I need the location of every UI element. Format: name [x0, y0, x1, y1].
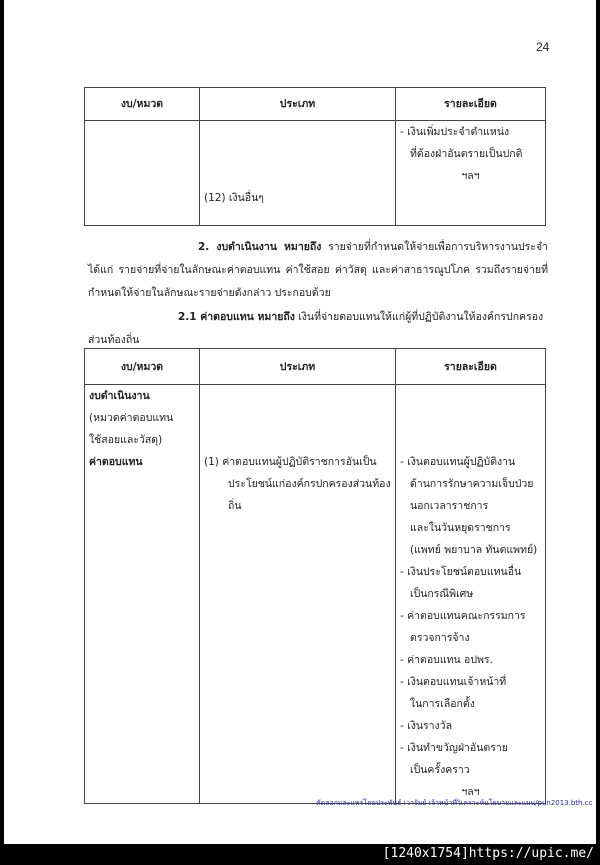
header-type: ประเภท	[200, 88, 396, 121]
category-cell	[85, 121, 200, 226]
detail-line: ในการเลือกตั้ง	[410, 698, 475, 710]
detail-line: เป็นกรณีพิเศษ	[410, 588, 474, 600]
type-line: (1) ค่าตอบแทนผู้ปฏิบัติราชการอันเป็น	[204, 456, 377, 468]
etc-label: ฯลฯ	[461, 170, 480, 182]
category-item: ค่าตอบแทน	[89, 456, 143, 468]
category-cell	[85, 385, 200, 804]
type-cell	[200, 385, 396, 804]
details-cell	[396, 385, 546, 804]
compensation-table	[84, 348, 546, 804]
detail-line: - เงินรางวัล	[400, 720, 453, 732]
header-details: รายละเอียด	[396, 88, 546, 121]
detail-line: - เงินตอบแทนเจ้าหน้าที่	[400, 676, 507, 688]
type-item: (12) เงินอื่นๆ	[204, 192, 264, 204]
document-page	[4, 0, 596, 844]
header-category: งบ/หมวด	[85, 349, 200, 385]
paragraph-operating-budget	[88, 236, 548, 305]
header-category: งบ/หมวด	[85, 88, 200, 121]
detail-line: นอกเวลาราชการ	[410, 500, 489, 512]
detail-line: และในวันหยุดราชการ	[410, 522, 511, 534]
detail-line: - ค่าตอบแทนคณะกรรมการ	[400, 610, 526, 622]
table-row	[85, 385, 546, 804]
header-type: ประเภท	[200, 349, 396, 385]
budget-table-continued	[84, 87, 546, 226]
detail-line: เป็นครั้งคราว	[410, 764, 470, 776]
paragraph-body: เงินที่จ่ายตอบแทนให้แก่ผู้ที่ปฏิบัติงานให้องค์กรปกครองส่วนท้องถิ่น	[88, 311, 544, 346]
detail-line: - เงินเพิ่มประจำตำแหน่ง	[400, 126, 510, 138]
etc-label: ฯลฯ	[461, 786, 480, 798]
paragraph-heading: 2. งบดำเนินงาน หมายถึง	[198, 241, 322, 253]
detail-line: ด้านการรักษาความเจ็บป่วย	[410, 478, 534, 490]
page-number: 24	[536, 40, 550, 54]
detail-line: - เงินตอบแทนผู้ปฏิบัติงาน	[400, 456, 516, 468]
detail-line: ตรวจการจ้าง	[410, 632, 470, 644]
category-subtitle: (หมวดค่าตอบแทน ใช้สอยและวัสดุ)	[89, 412, 174, 446]
detail-line: - ค่าตอบแทน อปพร.	[400, 654, 493, 666]
header-details: รายละเอียด	[396, 349, 546, 385]
paragraph-heading: 2.1 ค่าตอบแทน หมายถึง	[178, 311, 295, 323]
paragraph-compensation	[88, 306, 548, 352]
detail-line: ที่ต้องฝ่าอันตรายเป็นปกติ	[410, 148, 523, 160]
details-cell	[396, 121, 546, 226]
image-watermark: [1240x1754]https://upic.me/	[382, 846, 594, 861]
category-title: งบดำเนินงาน	[89, 390, 150, 402]
detail-line: - เงินประโยชน์ตอบแทนอื่น	[400, 566, 522, 578]
detail-line: (แพทย์ พยาบาล ทันตแพทย์)	[410, 544, 538, 556]
type-line: ประโยชน์แก่องค์กรปกครองส่วนท้องถิ่น	[228, 478, 391, 512]
type-cell	[200, 121, 396, 226]
table-row	[85, 121, 546, 226]
paragraph-body: รายจ่ายที่กำหนดให้จ่ายเพื่อการบริหารงานประจำ ได้แก่ รายจ่ายที่จ่ายในลักษณะค่าตอบแทน ค่าใช้สอย ค่าวัสดุ และค่าสาธารณูปโภค รวมถึงรายจ่ายที่กำหนดให้จ่ายในลักษณะรายจ่ายดังกล่าว ประกอบด้วย	[88, 241, 548, 299]
detail-line: - เงินทำขวัญฝ่าอันตราย	[400, 742, 508, 754]
footer-note: คัดลอกและแพร่โดยประพันธ์ เวารัมย์ เจ้าหน้าที่วิเคราะห์นโยบายและแผน/pun2013.bth.cc	[316, 799, 593, 807]
